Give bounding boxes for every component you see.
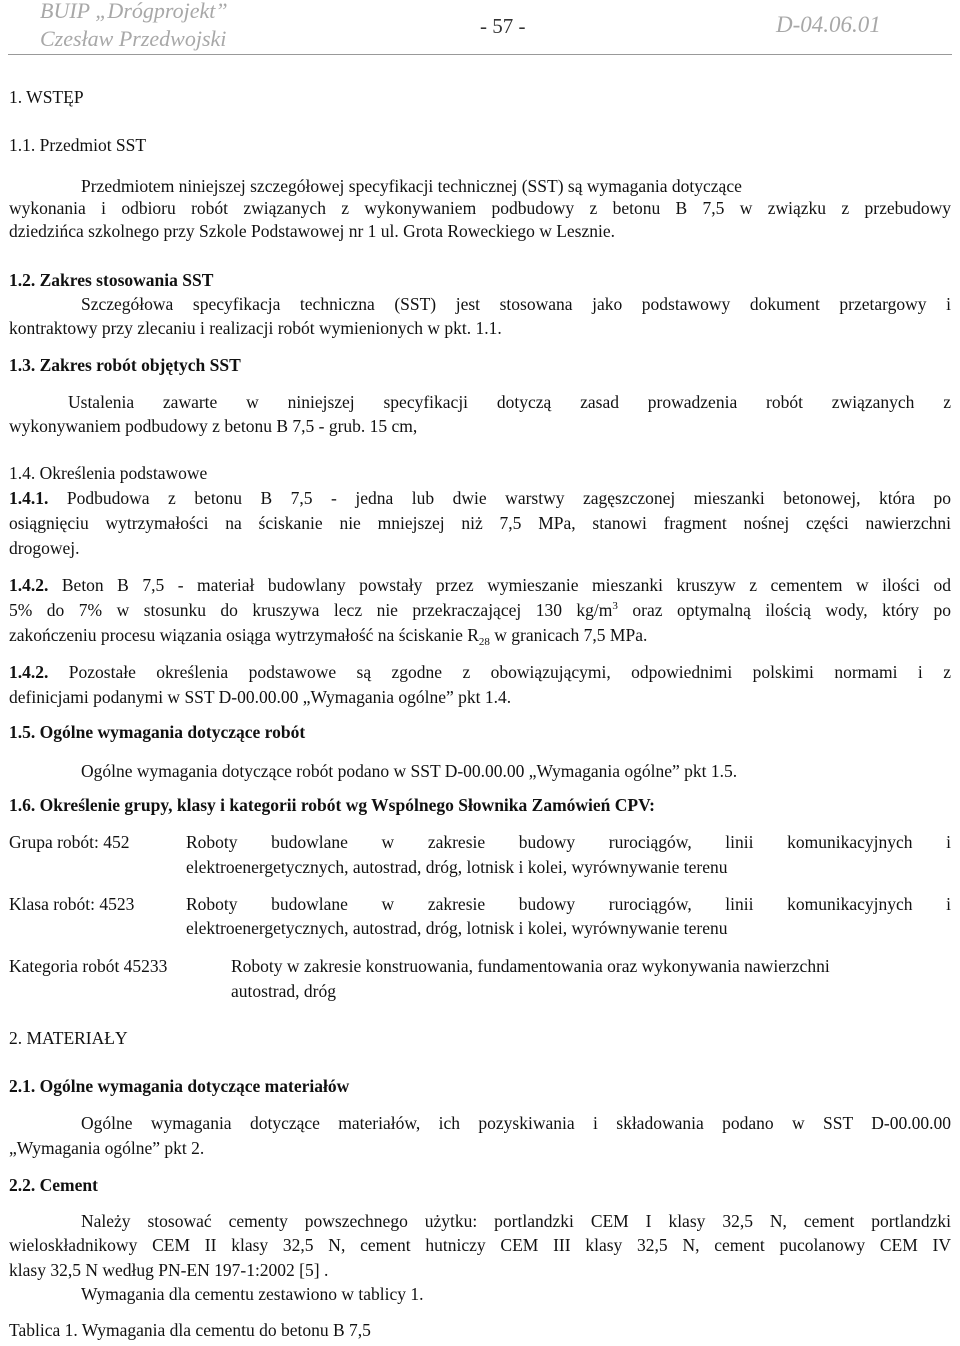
section-1-4-title: 1.4. Określenia podstawowe: [9, 463, 208, 483]
section-2-2-line-1: Należy stosować cementy powszechnego użytku: portlandzki CEM I klasy 32,5 N, cement portlandzki: [81, 1211, 951, 1231]
cpv-class-label: Klasa robót: 4523: [9, 894, 135, 914]
page-number: - 57 -: [480, 14, 526, 38]
section-2-1-title: 2.1. Ogólne wymagania dotyczące materiałów: [9, 1076, 350, 1096]
section-2-1-line-2: „Wymagania ogólne” pkt 2.: [9, 1138, 205, 1158]
header-company: BUIP „Drógprojekt”: [40, 0, 228, 23]
definition-2-text-3a: zakończeniu procesu wiązania osiąga wytrzymałość na ściskanie R: [9, 625, 479, 645]
section-2-title: 2. MATERIAŁY: [9, 1028, 128, 1048]
definition-1-text-1: Podbudowa z betonu B 7,5 - jedna lub dwie warstwy zagęszczonej mieszanki betonowej, która po: [66, 488, 952, 508]
cpv-group-line-1: Roboty budowlane w zakresie budowy rurociągów, linii komunikacyjnych i: [186, 832, 951, 852]
section-1-5-title: 1.5. Ogólne wymagania dotyczące robót: [9, 722, 306, 742]
definition-2-line-2: [9, 602, 951, 620]
definition-2-line-3: [9, 625, 648, 648]
r28-subscript: 28: [478, 636, 490, 648]
section-2-2-line-3: klasy 32,5 N według PN-EN 197-1:2002 [5] .: [9, 1260, 329, 1280]
definition-3-line-2: definicjami podanymi w SST D-00.00.00 „Wymagania ogólne” pkt 1.4.: [9, 687, 512, 707]
section-1-2-line-2: kontraktowy przy zlecaniu i realizacji robót wymienionych w pkt. 1.1.: [9, 318, 502, 338]
cpv-category-line-2: autostrad, dróg: [231, 981, 336, 1001]
cpv-group-label: Grupa robót: 452: [9, 832, 130, 852]
definition-3-text-1: Pozostałe określenia podstawowe są zgodne z obowiązującymi, odpowiednimi polskimi normami i z: [68, 662, 951, 682]
section-1-1-line-1: Przedmiotem niniejszej szczegółowej specyfikacji technicznej (SST) są wymagania dotyczące: [81, 176, 742, 196]
section-1-5-line-1: Ogólne wymagania dotyczące robót podano w SST D-00.00.00 „Wymagania ogólne” pkt 1.5.: [81, 761, 738, 781]
header-author: Czesław Przedwojski: [40, 26, 227, 51]
section-1-6-title: 1.6. Określenie grupy, klasy i kategorii robót wg Wspólnego Słownika Zamówień CPV:: [9, 795, 655, 815]
definition-2-text-2b: oraz optymalną ilością wody, który po: [617, 600, 952, 620]
cpv-class-line-1: Roboty budowlane w zakresie budowy rurociągów, linii komunikacyjnych i: [186, 894, 951, 914]
definition-1-number: 1.4.1.: [9, 488, 49, 508]
document-code: D-04.06.01: [776, 12, 881, 37]
definition-3-line-1: [9, 664, 951, 682]
section-1-2-title: 1.2. Zakres stosowania SST: [9, 270, 214, 290]
definition-2-text-2a: 5% do 7% w stosunku do kruszywa lecz nie przekraczającej 130 kg/m: [9, 600, 613, 620]
section-2-2-title: 2.2. Cement: [9, 1175, 98, 1195]
definition-1-line-2: osiągnięciu wytrzymałości na ściskanie nie mniejszej niż 7,5 MPa, stanowi fragment nośnej części nawierzchni: [9, 513, 951, 533]
section-2-2-line-2: wieloskładnikowy CEM II klasy 32,5 N, cement hutniczy CEM III klasy 32,5 N, cement pucolanowy CEM IV: [9, 1235, 951, 1255]
section-2-1-line-1: Ogólne wymagania dotyczące materiałów, ich pozyskiwania i składowania podano w SST D-00.00.00: [81, 1113, 951, 1133]
cubic-superscript: 3: [612, 600, 618, 612]
definition-3-number: 1.4.2.: [9, 662, 49, 682]
definition-2-text-3b: w granicach 7,5 MPa.: [489, 625, 648, 645]
section-2-2-line-4: Wymagania dla cementu zestawiono w tablicy 1.: [81, 1284, 424, 1304]
definition-2-text-1: Beton B 7,5 - materiał budowlany powstały przez wymieszanie mieszanki kruszyw z cementem w ilości od: [61, 575, 951, 595]
cpv-group-line-2: elektroenergetycznych, autostrad, dróg, lotnisk i kolei, wyrównywanie terenu: [186, 857, 728, 877]
definition-1-line-3: drogowej.: [9, 538, 80, 558]
cpv-category-line-1: Roboty w zakresie konstruowania, fundamentowania oraz wykonywania nawierzchni: [231, 956, 830, 976]
header-rule: [8, 54, 952, 55]
section-1-2-line-1: Szczegółowa specyfikacja techniczna (SST) jest stosowana jako podstawowy dokument przetargowy i: [81, 294, 951, 314]
section-1-1-line-2: wykonania i odbioru robót związanych z wykonywaniem podbudowy z betonu B 7,5 w związku z przebudowy: [9, 198, 951, 218]
section-1-3-title: 1.3. Zakres robót objętych SST: [9, 355, 241, 375]
table-1-caption: Tablica 1. Wymagania dla cementu do betonu B 7,5: [9, 1320, 371, 1340]
definition-2-line-1: [9, 577, 951, 595]
section-1-3-line-2: wykonywaniem podbudowy z betonu B 7,5 - grub. 15 cm,: [9, 416, 418, 436]
definition-2-number: 1.4.2.: [9, 575, 49, 595]
section-1-1-line-3: dziedzińca szkolnego przy Szkole Podstawowej nr 1 ul. Grota Roweckiego w Lesznie.: [9, 221, 616, 241]
section-1-3-line-1: Ustalenia zawarte w niniejszej specyfikacji dotyczą zasad prowadzenia robót związanych z: [68, 392, 951, 412]
section-1-title: 1. WSTĘP: [9, 87, 84, 107]
page-header: [0, 0, 960, 56]
cpv-class-line-2: elektroenergetycznych, autostrad, dróg, lotnisk i kolei, wyrównywanie terenu: [186, 918, 728, 938]
definition-1-line-1: [9, 490, 951, 508]
section-1-1-title: 1.1. Przedmiot SST: [9, 135, 147, 155]
cpv-category-label: Kategoria robót 45233: [9, 956, 168, 976]
